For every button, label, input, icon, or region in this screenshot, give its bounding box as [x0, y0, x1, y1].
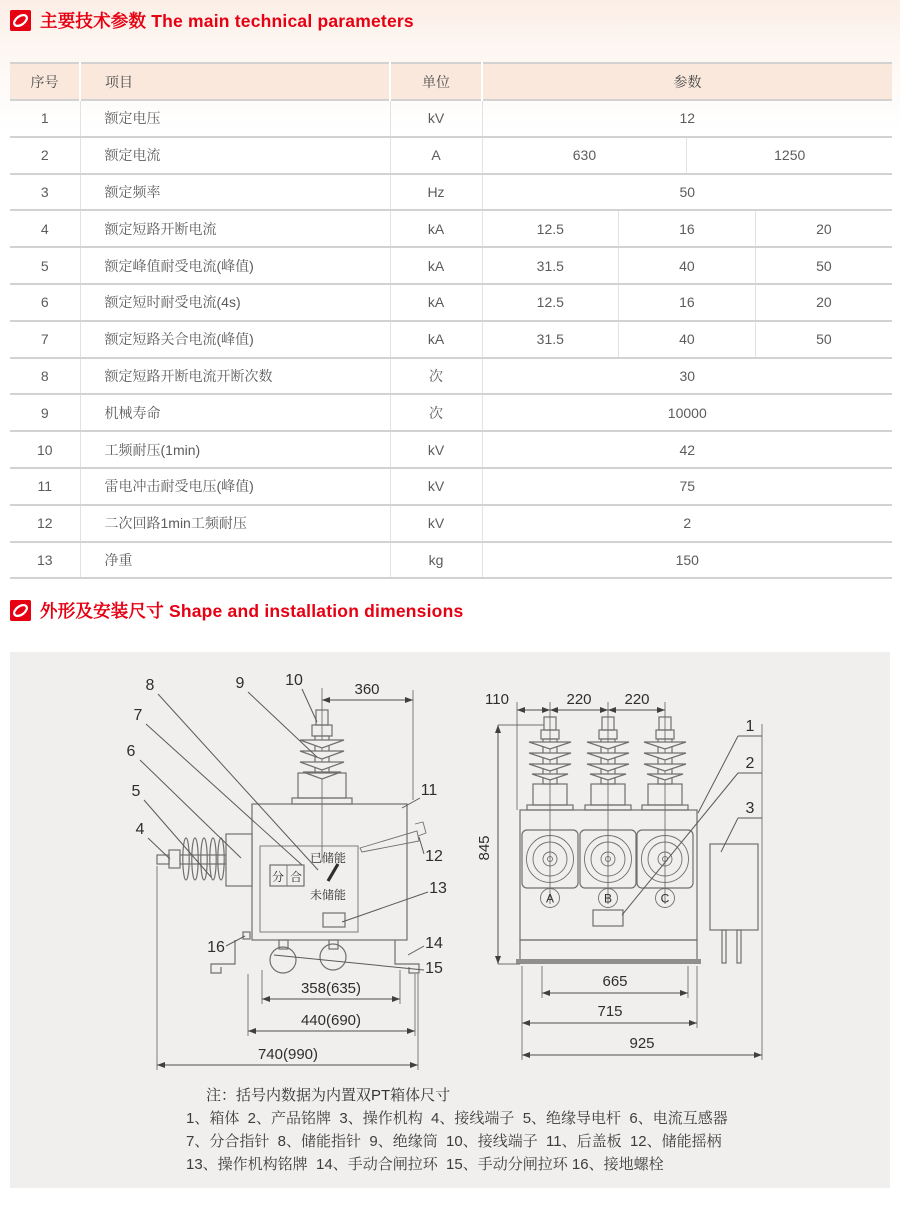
cell-item: 机械寿命	[80, 394, 390, 431]
table-row	[10, 247, 892, 284]
base-rail-edge	[516, 959, 701, 964]
drawing-panel	[10, 652, 890, 1188]
ground-bolt	[243, 932, 250, 939]
cell-item: 二次回路1min工频耐压	[80, 505, 390, 542]
callout-7: 7	[133, 707, 143, 724]
label-charged: 已储能	[309, 851, 347, 865]
section-header-parameters	[10, 8, 414, 33]
dim-925: 925	[629, 1035, 655, 1052]
col-header-item: 项目	[80, 63, 390, 100]
dim-358: 358(635)	[300, 980, 362, 997]
cell-no: 1	[10, 100, 80, 137]
label-close: 合	[289, 870, 303, 884]
callout-9: 9	[235, 675, 245, 692]
cell-value: 12.5	[482, 284, 619, 321]
cell-item: 工频耐压(1min)	[80, 431, 390, 468]
front-view-callouts	[746, 718, 755, 817]
table-row	[10, 394, 892, 431]
callout-5: 5	[131, 783, 141, 800]
callout-15: 15	[425, 960, 443, 977]
cell-no: 3	[10, 174, 80, 211]
cell-value: 75	[679, 478, 696, 495]
callout-12: 12	[425, 848, 443, 865]
cell-item: 额定电压	[80, 100, 390, 137]
dim-220-a: 220	[566, 691, 592, 708]
table-row	[10, 174, 892, 211]
parts-legend-line-2: 7、分合指针 8、储能指针 9、绝缘筒 10、接线端子 11、后盖板 12、储能摇柄	[186, 1133, 722, 1150]
callout-10: 10	[285, 672, 303, 689]
col-header-param: 参数	[482, 63, 892, 100]
section-header-dimensions	[10, 598, 463, 623]
cell-no: 11	[10, 468, 80, 505]
phase-a: A	[545, 891, 555, 906]
cell-value: 2	[683, 515, 692, 532]
side-bushing	[157, 834, 252, 886]
dim-440: 440(690)	[300, 1012, 362, 1029]
cell-unit: 次	[390, 358, 482, 395]
cell-item: 额定短路关合电流(峰值)	[80, 321, 390, 358]
side-view-drawing	[127, 672, 447, 1070]
cell-item: 额定短时耐受电流(4s)	[80, 284, 390, 321]
cell-value: 42	[679, 441, 696, 458]
parts-legend-line-1: 1、箱体 2、产品铭牌 3、操作机构 4、接线端子 5、绝缘导电杆 6、电流互感器	[186, 1110, 728, 1127]
charging-crank	[360, 822, 426, 852]
table-row	[10, 284, 892, 321]
table-row	[10, 505, 892, 542]
product-nameplate	[593, 910, 623, 926]
callout-1: 1	[745, 718, 755, 735]
cell-item: 净重	[80, 542, 390, 579]
table-row	[10, 100, 892, 137]
cell-value: 10000	[667, 404, 707, 421]
cell-unit: kA	[390, 210, 482, 247]
cell-unit: Hz	[390, 174, 482, 211]
cell-value: 20	[816, 294, 832, 311]
cell-unit: kA	[390, 284, 482, 321]
cell-no: 10	[10, 431, 80, 468]
table-row	[10, 321, 892, 358]
cell-value: 40	[619, 321, 756, 358]
cell-value: 31.5	[482, 321, 619, 358]
cell-item: 额定电流	[80, 137, 390, 174]
dim-715: 715	[597, 1003, 623, 1020]
callout-8: 8	[145, 677, 155, 694]
parts-legend-line-3: 13、操作机构铭牌 14、手动合闸拉环 15、手动分闸拉环 16、接地螺栓	[186, 1156, 664, 1173]
callout-6: 6	[126, 743, 136, 760]
cell-value: 20	[816, 220, 832, 237]
parameters-table	[10, 62, 892, 579]
cell-unit: kV	[390, 468, 482, 505]
phase-b: B	[603, 891, 613, 906]
side-view-dimensions	[157, 866, 418, 1070]
table-row	[10, 468, 892, 505]
cell-value: 150	[675, 551, 699, 568]
cell-no: 12	[10, 505, 80, 542]
cell-unit: A	[390, 137, 482, 174]
brand-logo-icon	[10, 10, 31, 31]
cell-value: 630	[482, 137, 687, 174]
cell-value: 12.5	[482, 210, 619, 247]
section-title-dimensions: 外形及安装尺寸 Shape and installation dimensions	[40, 601, 464, 621]
table-header-row	[10, 63, 892, 100]
cell-unit: kV	[390, 100, 482, 137]
side-view-leaders	[140, 689, 428, 970]
cell-value: 40	[619, 247, 756, 284]
table-row	[10, 137, 892, 174]
cell-unit: kg	[390, 542, 482, 579]
charge-indicator	[310, 850, 346, 902]
cell-no: 2	[10, 137, 80, 174]
cell-unit: kV	[390, 431, 482, 468]
mounting-brackets	[211, 940, 419, 973]
cell-item: 雷电冲击耐受电压(峰值)	[80, 468, 390, 505]
callout-4: 4	[135, 821, 145, 838]
dim-360: 360	[354, 681, 380, 698]
callout-14: 14	[425, 935, 443, 952]
cell-value: 50	[816, 331, 832, 348]
pole-insulators	[527, 717, 688, 810]
label-uncharged: 未储能	[309, 888, 347, 902]
cell-value: 1250	[774, 147, 806, 164]
phase-marks	[541, 889, 675, 908]
cell-no: 9	[10, 394, 80, 431]
brand-logo-icon	[10, 600, 31, 621]
cell-no: 4	[10, 210, 80, 247]
cell-item: 额定频率	[80, 174, 390, 211]
cell-unit: 次	[390, 394, 482, 431]
dim-110: 110	[485, 691, 509, 708]
open-close-indicator	[270, 865, 304, 886]
cell-no: 7	[10, 321, 80, 358]
dim-845-group	[476, 725, 544, 964]
front-view-bottom-dims	[522, 966, 762, 1060]
table-row	[10, 210, 892, 247]
drawing-note: 注：括号内数据为内置双PT箱体尺寸	[206, 1087, 451, 1104]
col-header-no: 序号	[10, 63, 80, 100]
callout-3: 3	[745, 800, 755, 817]
cell-item: 额定短路开断电流开断次数	[80, 358, 390, 395]
callout-16: 16	[207, 939, 225, 956]
cell-value: 16	[619, 210, 756, 247]
cell-item: 额定短路开断电流	[80, 210, 390, 247]
cell-item: 额定峰值耐受电流(峰值)	[80, 247, 390, 284]
base-rail	[520, 940, 697, 962]
section-title-parameters: 主要技术参数 The main technical parameters	[40, 11, 414, 31]
technical-drawing	[10, 652, 890, 1075]
cell-unit: kV	[390, 505, 482, 542]
cell-value: 50	[816, 257, 832, 274]
cell-no: 6	[10, 284, 80, 321]
dim-740: 740(990)	[257, 1046, 319, 1063]
dim-665: 665	[602, 973, 628, 990]
mechanism-nameplate	[323, 913, 345, 927]
col-header-unit: 单位	[390, 63, 482, 100]
cell-no: 13	[10, 542, 80, 579]
cell-value: 30	[679, 367, 696, 384]
operating-mechanism-box	[710, 844, 758, 963]
dim-220-b: 220	[624, 691, 650, 708]
phase-c: C	[660, 891, 670, 906]
cell-unit: kA	[390, 321, 482, 358]
front-view-drawing	[476, 691, 762, 1060]
label-open: 分	[271, 870, 285, 884]
cell-value: 31.5	[482, 247, 619, 284]
cell-no: 8	[10, 358, 80, 395]
callout-2: 2	[745, 755, 755, 772]
front-view-top-dims	[485, 691, 665, 710]
pull-rings	[270, 940, 346, 973]
cell-value: 50	[679, 183, 696, 200]
callout-13: 13	[429, 880, 447, 897]
cell-unit: kA	[390, 247, 482, 284]
side-view-callouts	[127, 672, 447, 977]
cell-value: 16	[619, 284, 756, 321]
table-row	[10, 542, 892, 579]
table-row	[10, 358, 892, 395]
cell-no: 5	[10, 247, 80, 284]
cell-value: 12	[679, 110, 696, 127]
table-row	[10, 431, 892, 468]
callout-11: 11	[420, 782, 438, 799]
dim-845: 845	[476, 835, 493, 861]
